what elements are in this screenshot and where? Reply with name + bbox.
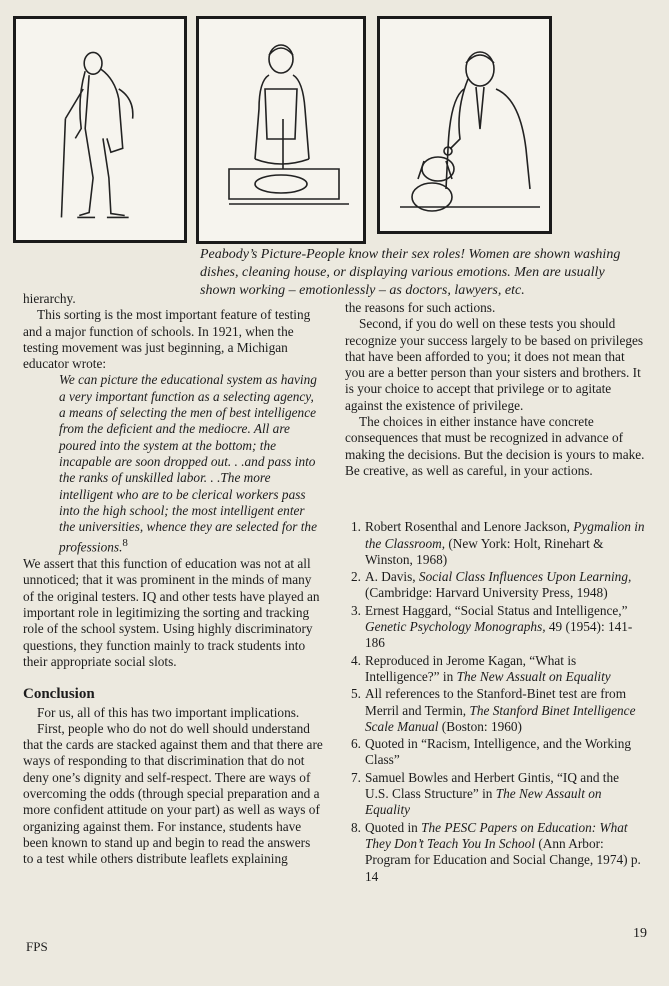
illustration-woman-washing-dishes [196, 16, 366, 244]
paragraph: hierarchy. [23, 291, 76, 306]
footnote: 7. Samuel Bowles and Herbert Gintis, “IQ and the U.S. Class Structure” in The New Assault on Equality [351, 769, 620, 818]
footnote: 1. Robert Rosenthal and Lenore Jackson, Pygmalion in the Classroom, (New York: Holt, Rinehart & Winston, 1968) [351, 519, 645, 567]
left-column [23, 291, 323, 868]
footnote: 2. A. Davis, Social Class Influences Upon Learning, (Cambridge: Harvard University Press, 1948) [351, 569, 632, 601]
paragraph: We assert that this function of education was not at all unnoticed; that it was prominent in the minds of many of the original testers. IQ and other tests have played an important role in legitimizing the sorting and tracking role of the school system. Using highly discriminatory questions, they function mainly to track students into their appropriate social slots. [23, 556, 320, 669]
paragraph: For us, all of this has two important implications. [37, 704, 300, 720]
footnote: 6. Quoted in “Racism, Intelligence, and the Working Class” [351, 736, 632, 768]
page-number: 19 [633, 926, 647, 941]
illustration-old-man [13, 16, 187, 243]
paragraph: First, people who do not do well should understand that the cards are stacked against them and that there are ways of responding to that discrimination that do not deny one’s dignity and self-respect. There are ways of overcoming the odds (through special preparation and a more confident attitude on your part) as well as ways of organizing against them. For instance, students have been known to stand up and begin to read the answers to a test while others distribute leaflets explaining [23, 720, 323, 867]
footer-label: FPS [26, 939, 48, 954]
paragraph: the reasons for such actions. [345, 300, 496, 315]
footnote: 8. Quoted in The PESC Papers on Education: What They Don’t Teach You In School (Ann Arbor: Program for Education and Social Change, 1974) p. 14 [351, 819, 641, 884]
paragraph: This sorting is the most important feature of testing and a major function of schools. In 1921, when the testing movement was just beginning, a Michigan educator wrote: [23, 307, 311, 372]
paragraph: Second, if you do well on these tests you should recognize your success largely to be based on privileges that have been afforded to you; it does not mean that you are a better person than your sisters and brothers. It is your choice to accept that privilege or to agitate against the existence of privilege. [345, 316, 644, 413]
paragraph: The choices in either instance have concrete consequences that must be recognized in advance of making the decisions. But the decision is yours to make. Be creative, as well as careful, in your actions. [345, 414, 645, 478]
figure-caption: Peabody’s Picture-People know their sex roles! Women are shown washing dishes, cleaning house, or displaying various emotions. Men are usually shown working – emotionlessly – as doctors, lawyers, etc. [200, 247, 621, 298]
footnotes-list [345, 519, 645, 885]
footnote: 5. All references to the Stanford-Binet test are from Merril and Termin, The Stanford Binet Intelligence Scale Manual (Boston: 1960) [351, 686, 636, 734]
right-column [345, 300, 645, 886]
footnote-ref: 8 [122, 537, 128, 550]
footnote: 3. Ernest Haggard, “Social Status and Intelligence,” Genetic Psychology Monographs, 49 (1954): 141-186 [351, 602, 633, 651]
section-heading: Conclusion [23, 686, 95, 703]
footnote: 4. Reproduced in Jerome Kagan, “What is Intelligence?” in The New Assualt on Equality [351, 652, 611, 684]
block-quote [59, 372, 323, 556]
illustration-doctor-with-dog [377, 16, 552, 234]
quote-text: We can picture the educational system as having a very important function as a selecting agency, a means of selecting the men of best intelligence from the deficient and the mediocre. All are poured into the system at the bottom; the incapable are soon dropped out. . .and pass into the ranks of unskilled labor. . .The more intelligent who are to be clerical workers pass into the high school; the most intelligent enter the universities, whence they are selected for the professions. [59, 372, 317, 555]
